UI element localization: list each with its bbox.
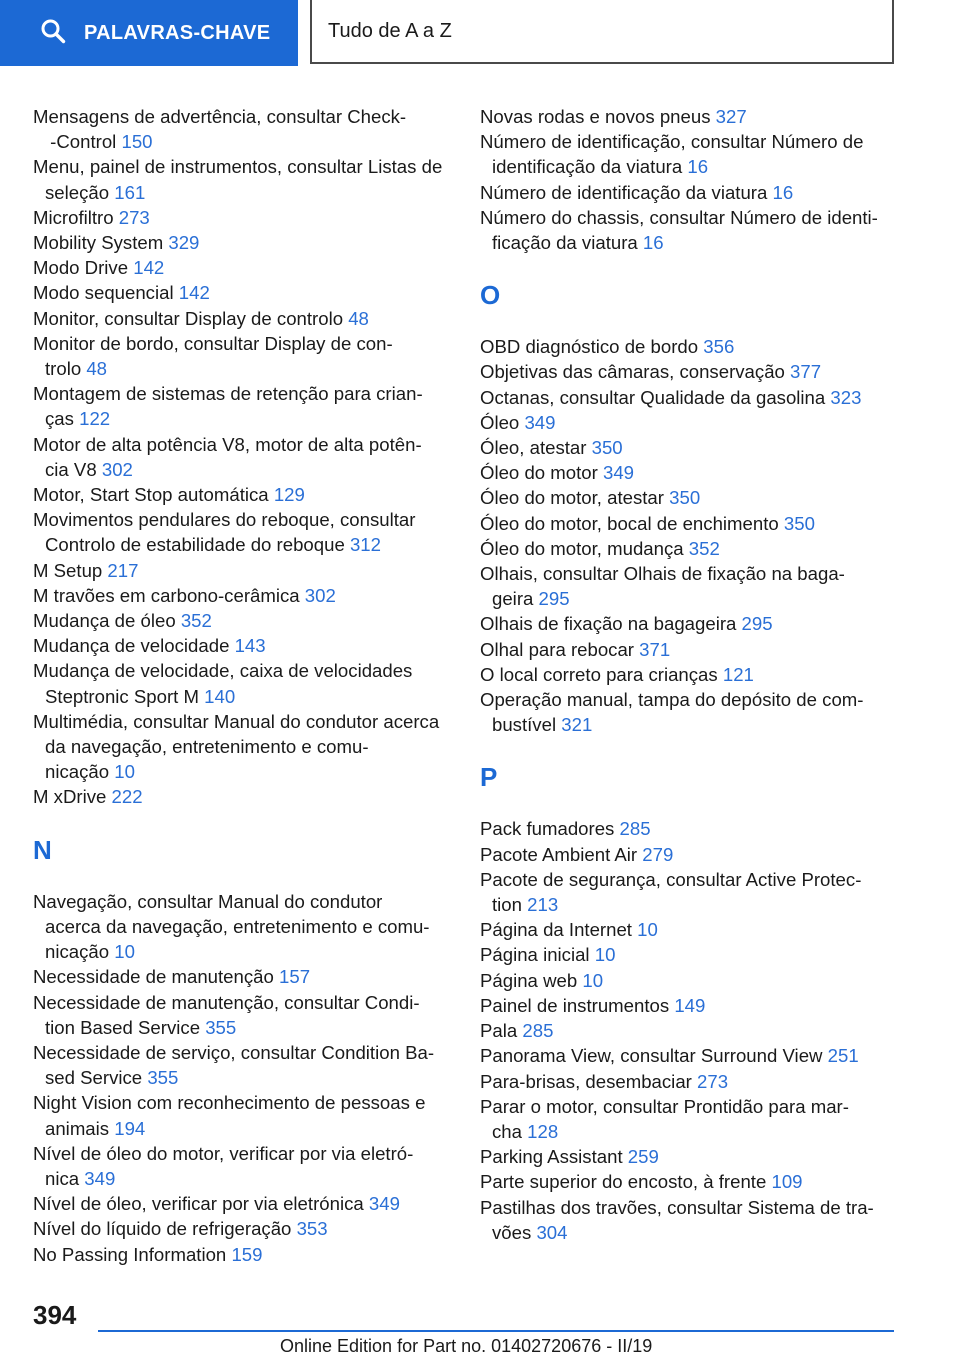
page-reference-link[interactable]: 350: [591, 437, 623, 459]
page-reference-link[interactable]: 302: [101, 458, 133, 480]
index-entry: [33, 432, 443, 482]
index-entry: [33, 154, 443, 204]
index-entry-text: Necessidade de manutenção: [33, 966, 274, 988]
index-entry: [480, 611, 900, 636]
index-entry: [480, 968, 900, 993]
index-entry-text: Novas rodas e novos pneus: [480, 106, 711, 127]
index-entry-text: Mudança de velocidade: [33, 635, 230, 657]
index-entry: [480, 536, 900, 561]
page-reference-link[interactable]: 295: [538, 588, 570, 610]
page-reference-link[interactable]: 10: [637, 919, 658, 941]
index-entry-text: M travões em carbono-cerâmica: [33, 584, 300, 606]
index-entry: [480, 561, 900, 611]
index-entry-text: Óleo do motor: [480, 462, 598, 484]
index-entry-text: Monitor, consultar Display de controlo: [33, 307, 344, 329]
index-entry: [480, 1069, 900, 1094]
page-number: 394: [33, 1300, 77, 1330]
top-navigation: [0, 0, 960, 66]
keywords-tab-label: PALAVRAS-CHAVE: [84, 21, 271, 44]
page-reference-link[interactable]: 161: [114, 181, 146, 203]
index-entry: [33, 306, 443, 331]
page-reference-link[interactable]: 194: [114, 1117, 146, 1139]
index-entry: [33, 280, 443, 305]
index-entry: [33, 1216, 443, 1241]
index-entry-text: Número de identificação, consultar Número de identificação da viatura: [480, 131, 864, 178]
page-reference-link[interactable]: 285: [619, 818, 651, 840]
index-entry-text: Óleo: [480, 411, 520, 433]
index-entry-text: Número do chassis, consultar Número de identi‑ ficação da viatura: [480, 206, 878, 254]
index-entry: [33, 1141, 443, 1191]
index-entry: [480, 485, 900, 510]
search-icon: [40, 18, 84, 49]
page-reference-link[interactable]: 142: [133, 257, 165, 279]
index-entry-text: Página da Internet: [480, 919, 632, 941]
page-reference-link[interactable]: 371: [639, 638, 671, 660]
page-reference-link[interactable]: 140: [204, 685, 236, 707]
index-entry: [33, 608, 443, 633]
page-reference-link[interactable]: 121: [722, 663, 754, 685]
page-reference-link[interactable]: 377: [790, 361, 822, 383]
page-reference-link[interactable]: 150: [121, 131, 153, 153]
index-entry: [480, 1169, 900, 1194]
page-reference-link[interactable]: 129: [273, 484, 305, 506]
index-entry: [33, 583, 443, 608]
page-reference-link[interactable]: 16: [772, 181, 794, 203]
section-letter-heading: O: [480, 280, 501, 311]
index-entry-text: Montagem de sistemas de retenção para crian‑ ças: [33, 383, 423, 430]
index-entry-text: Olhais, consultar Olhais de fixação na baga‑ geira: [480, 563, 845, 610]
index-entry-text: M Setup: [33, 559, 103, 581]
page-reference-link[interactable]: 321: [561, 714, 593, 736]
page-reference-link[interactable]: 273: [118, 206, 150, 228]
page-reference-link[interactable]: 349: [524, 411, 556, 433]
page-reference-link[interactable]: 312: [349, 534, 381, 556]
page-reference-link[interactable]: 349: [84, 1167, 116, 1189]
index-entry-text: Motor de alta potência V8, motor de alta potên‑ cia V8: [33, 433, 422, 480]
page-reference-link[interactable]: 350: [783, 512, 815, 534]
index-entry: [33, 104, 443, 154]
footer-divider: [98, 1330, 894, 1332]
page-reference-link[interactable]: 213: [527, 894, 559, 916]
page-reference-link[interactable]: 222: [111, 786, 143, 808]
page-reference-link[interactable]: 149: [674, 994, 706, 1016]
index-entry-text: Óleo do motor, atestar: [480, 487, 664, 509]
page-reference-link[interactable]: 285: [522, 1020, 554, 1042]
index-entry: [33, 633, 443, 658]
index-entry: [33, 331, 443, 381]
index-entry-text: Pacote Ambient Air: [480, 843, 638, 865]
index-entry-text: Pala: [480, 1020, 518, 1042]
index-entry: [480, 842, 900, 867]
index-entry-text: Óleo, atestar: [480, 437, 587, 459]
index-entry: [33, 482, 443, 507]
index-entry-text: M xDrive: [33, 786, 107, 808]
index-entry: [480, 1144, 900, 1169]
index-entry: [480, 511, 900, 536]
index-entry: [480, 129, 900, 179]
page-reference-link[interactable]: 352: [180, 610, 212, 632]
footer-edition-text: Online Edition for Part no. 01402720676 - II/19: [280, 1336, 653, 1356]
index-entry-text: Pack fumadores: [480, 818, 615, 840]
page-reference-link[interactable]: 273: [697, 1070, 729, 1092]
page-reference-link[interactable]: 142: [178, 282, 210, 304]
page-reference-link[interactable]: 352: [688, 537, 720, 559]
index-entry-text: Página web: [480, 969, 578, 991]
index-entry-text: Número de identificação da viatura: [480, 181, 768, 203]
a-to-z-tab-label: Tudo de A a Z: [328, 19, 452, 42]
index-entry-text: Navegação, consultar Manual do condutor acerca da navegação, entretenimento e comu‑ nicação: [33, 890, 430, 963]
index-entry-text: Mudança de velocidade, caixa de velocidades Steptronic Sport M: [33, 660, 413, 707]
index-entry: [480, 334, 900, 359]
page-reference-link[interactable]: 251: [827, 1045, 859, 1067]
index-entry-text: Panorama View, consultar Surround View: [480, 1045, 823, 1067]
index-entry-text: Objetivas das câmaras, conservação: [480, 361, 785, 383]
index-entry-text: Operação manual, tampa do depósito de com‑ bustível: [480, 689, 864, 736]
index-entry: [480, 637, 900, 662]
keywords-tab[interactable]: [0, 0, 298, 66]
index-entry: [33, 230, 443, 255]
index-entry: [480, 410, 900, 435]
index-entry-text: Nível do líquido de refrigeração: [33, 1218, 292, 1240]
page-reference-link[interactable]: 295: [741, 613, 773, 635]
index-entry-text: O local correto para crianças: [480, 663, 718, 685]
page-reference-link[interactable]: 10: [582, 969, 604, 991]
index-entry: [33, 1090, 443, 1140]
section-letter-heading: N: [33, 834, 52, 865]
index-entry-text: Nível de óleo, verificar por via eletrónica: [33, 1193, 364, 1215]
index-entry: [33, 558, 443, 583]
index-entry: [480, 1043, 900, 1068]
page-reference-link[interactable]: 349: [603, 462, 635, 484]
index-entry: [480, 687, 900, 737]
index-entry-text: OBD diagnóstico de bordo: [480, 336, 699, 358]
index-entry: [480, 205, 900, 255]
index-entry-text: Óleo do motor, mudança: [480, 537, 684, 559]
index-entry: [33, 964, 443, 989]
page-reference-link[interactable]: 10: [114, 941, 135, 963]
page-reference-link[interactable]: 355: [147, 1067, 179, 1089]
index-entry-text: Motor, Start Stop automática: [33, 484, 269, 506]
index-entry-text: Painel de instrumentos: [480, 994, 670, 1016]
index-entry-text: Modo sequencial: [33, 282, 174, 304]
page-reference-link[interactable]: 329: [168, 232, 200, 254]
index-entry-text: Pastilhas dos travões, consultar Sistema de tra‑ vões: [480, 1196, 874, 1243]
index-entry-text: Parking Assistant: [480, 1146, 623, 1168]
page-reference-link[interactable]: 10: [114, 761, 135, 783]
page-reference-link[interactable]: 10: [594, 944, 616, 966]
index-entry-text: Parar o motor, consultar Prontidão para mar‑ cha: [480, 1095, 849, 1142]
page-reference-link[interactable]: 157: [279, 966, 311, 988]
index-entry-text: Olhal para rebocar: [480, 638, 634, 660]
page-reference-link[interactable]: 217: [107, 559, 139, 581]
index-entry: [480, 993, 900, 1018]
index-entry: [480, 104, 900, 129]
page-reference-link[interactable]: 355: [205, 1016, 237, 1038]
page-reference-link[interactable]: 302: [304, 584, 336, 606]
index-entry: [480, 180, 900, 205]
page-reference-link[interactable]: 327: [715, 106, 747, 127]
index-entry: [33, 205, 443, 230]
index-entry: [480, 1195, 900, 1245]
page-reference-link[interactable]: 109: [771, 1171, 803, 1193]
index-column-left: [33, 104, 443, 1267]
index-entry-text: Olhais de fixação na bagageira: [480, 613, 737, 635]
index-entry-text: Night Vision com reconhecimento de pessoas e animais: [33, 1092, 426, 1139]
index-entry-text: Para-brisas, desembaciar: [480, 1070, 692, 1092]
index-entry: [480, 385, 900, 410]
index-entry-text: Necessidade de serviço, consultar Condition Ba‑ sed Service: [33, 1041, 435, 1089]
index-entry-text: No Passing Information: [33, 1243, 227, 1265]
page-reference-link[interactable]: 279: [642, 843, 674, 865]
index-entry-text: Monitor de bordo, consultar Display de con‑ trolo: [33, 332, 393, 380]
page-reference-link[interactable]: 349: [368, 1193, 400, 1215]
index-entry: [480, 1018, 900, 1043]
page-reference-link[interactable]: 356: [703, 336, 735, 358]
index-entry: [480, 359, 900, 384]
page-reference-link[interactable]: 159: [231, 1243, 263, 1265]
page-reference-link[interactable]: 353: [296, 1218, 328, 1240]
index-entry: [33, 709, 443, 785]
index-column-right: [480, 104, 900, 1245]
index-entry-text: Mensagens de advertência, consultar Check- ‑Control: [33, 106, 407, 153]
page-reference-link[interactable]: 48: [86, 358, 108, 380]
index-entry: [33, 1040, 443, 1090]
index-entry-text: Movimentos pendulares do reboque, consultar Controlo de estabilidade do reboque: [33, 509, 416, 556]
index-entry: [480, 816, 900, 841]
page-reference-link[interactable]: 48: [348, 307, 369, 329]
index-entry: [480, 460, 900, 485]
section-letter-heading: P: [480, 762, 498, 793]
index-entry-text: Multimédia, consultar Manual do condutor acerca da navegação, entretenimento e comu‑ nicação: [33, 710, 440, 783]
index-entry: [480, 917, 900, 942]
page-reference-link[interactable]: 304: [536, 1221, 568, 1243]
index-entry: [480, 1094, 900, 1144]
index-entry-text: Mudança de óleo: [33, 610, 176, 632]
page-reference-link[interactable]: 122: [79, 408, 111, 430]
index-entry: [33, 1191, 443, 1216]
index-entry-text: Modo Drive: [33, 257, 129, 279]
index-entry: [480, 662, 900, 687]
index-entry-text: Página inicial: [480, 944, 590, 966]
index-entry-text: Nível de óleo do motor, verificar por via eletró‑ nica: [33, 1142, 414, 1189]
index-entry: [33, 784, 443, 809]
index-entry: [480, 867, 900, 917]
index-entry-text: Pacote de segurança, consultar Active Protec‑ tion: [480, 868, 862, 916]
page-reference-link[interactable]: 16: [642, 232, 664, 254]
index-entry-text: Octanas, consultar Qualidade da gasolina: [480, 386, 826, 408]
index-entry-text: Óleo do motor, bocal de enchimento: [480, 512, 779, 534]
index-entry-text: Microfiltro: [33, 206, 114, 228]
index-entry: [480, 435, 900, 460]
index-entry-text: Menu, painel de instrumentos, consultar Listas de seleção: [33, 156, 443, 203]
index-entry: [33, 990, 443, 1040]
page-reference-link[interactable]: 350: [669, 487, 701, 509]
index-entry: [33, 381, 443, 431]
a-to-z-tab[interactable]: [310, 0, 894, 64]
index-entry-text: Mobility System: [33, 232, 164, 254]
page-reference-link[interactable]: 259: [627, 1146, 659, 1168]
index-entry-text: Necessidade de manutenção, consultar Condi‑ tion Based Service: [33, 991, 420, 1038]
index-entry: [33, 658, 443, 708]
index-entry: [33, 507, 443, 557]
index-entry: [33, 1242, 443, 1267]
index-entry: [33, 889, 443, 965]
index-entry: [480, 942, 900, 967]
page-reference-link[interactable]: 143: [234, 635, 266, 657]
index-entry-text: Parte superior do encosto, à frente: [480, 1171, 767, 1193]
page-reference-link[interactable]: 16: [687, 156, 709, 178]
page-reference-link[interactable]: 128: [527, 1120, 559, 1142]
index-entry: [33, 255, 443, 280]
page-reference-link[interactable]: 323: [830, 386, 862, 408]
